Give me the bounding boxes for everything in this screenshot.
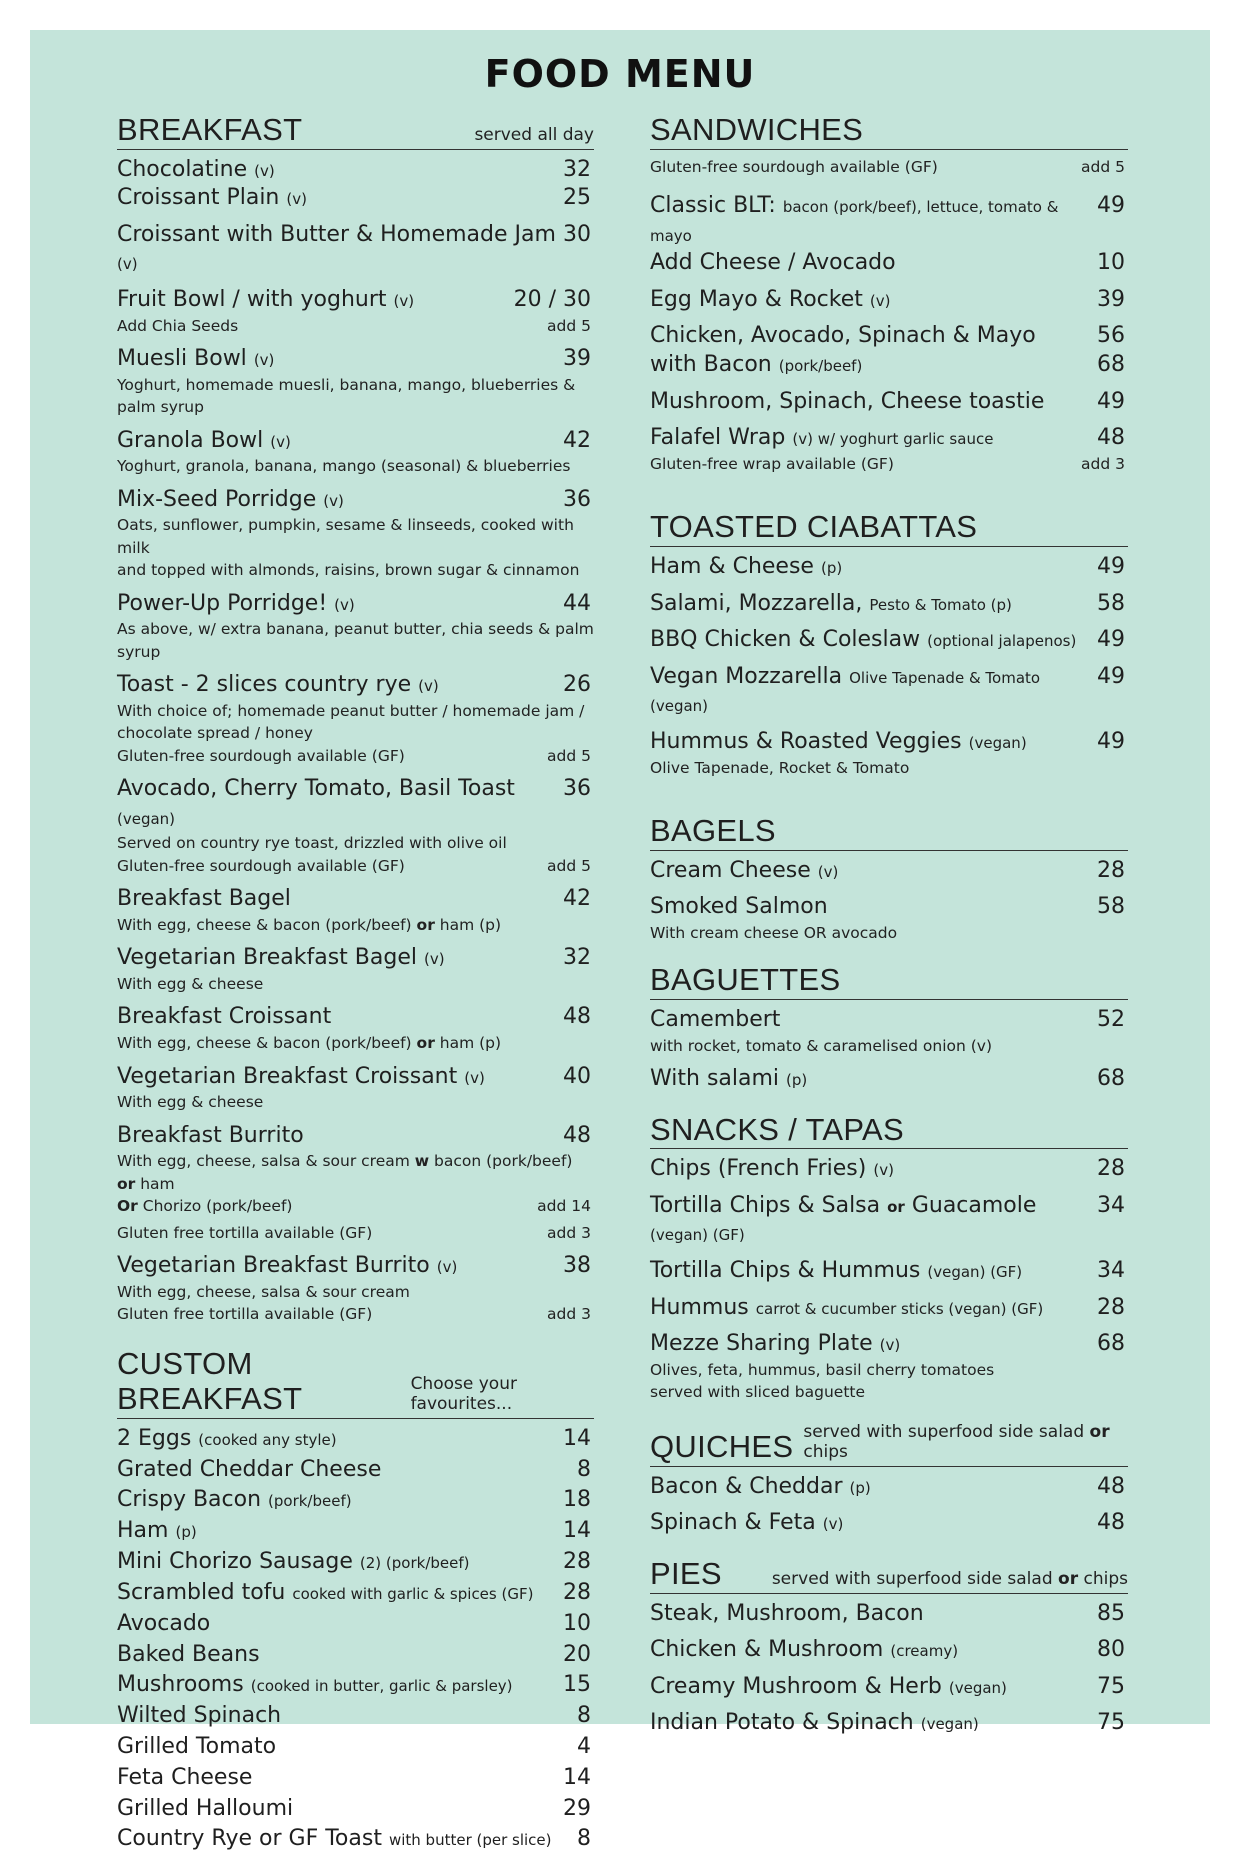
item-line2-price: add 14 xyxy=(537,1197,591,1216)
item-name: Hummus xyxy=(650,1294,749,1320)
item-price: 36 xyxy=(563,776,591,802)
baguettes-list xyxy=(650,1006,1128,1094)
menu-item xyxy=(117,286,594,337)
item-price: 28 xyxy=(563,1579,591,1605)
item-description: With egg, cheese & bacon (pork/beef) or ham (p) xyxy=(117,1034,502,1053)
item-name: Breakfast Croissant xyxy=(117,1004,332,1030)
item-tag: carrot & cucumber sticks (vegan) (GF) xyxy=(755,1299,1044,1318)
item-name: Spinach & Feta xyxy=(650,1510,816,1536)
item-extra-price: add 3 xyxy=(547,1305,591,1324)
menu-item xyxy=(117,486,594,582)
quiches-note: served with superfood side salad or chips xyxy=(803,1421,1110,1462)
item-name: Indian Potato & Spinach xyxy=(650,1710,914,1736)
item-tag: (v) xyxy=(254,161,275,180)
item-name: Mezze Sharing Plate xyxy=(650,1331,873,1357)
item-price: 44 xyxy=(563,590,591,616)
item-description: With egg & cheese xyxy=(117,974,264,993)
menu-item xyxy=(650,1473,1128,1502)
item-name: Breakfast Bagel xyxy=(117,886,291,912)
item-price: 48 xyxy=(563,1122,591,1148)
item-name: Grated Cheddar Cheese xyxy=(117,1456,382,1482)
item-name: Egg Mayo & Rocket xyxy=(650,286,863,312)
menu-item xyxy=(650,728,1128,779)
item-price: 42 xyxy=(563,886,591,912)
pies-note: served with superfood side salad or chips xyxy=(771,1568,1128,1589)
item-name: Chocolatine xyxy=(117,156,248,182)
item-name: Ham & Cheese xyxy=(650,553,814,579)
item-tag: (v) xyxy=(817,862,839,881)
menu-item xyxy=(650,590,1128,619)
item-description: Olive Tapenade, Rocket & Tomato xyxy=(650,758,910,777)
menu-item xyxy=(650,1600,1128,1629)
sandwiches-header xyxy=(650,112,1128,150)
item-sub-name: Add Cheese / Avocado xyxy=(650,250,896,276)
item-tag: (2) (pork/beef) xyxy=(359,1554,470,1573)
menu-item xyxy=(650,192,1128,278)
custom-breakfast-note: Choose your favourites... xyxy=(410,1373,517,1414)
item-name: Country Rye or GF Toast xyxy=(117,1826,382,1852)
snacks-title: SNACKS / TAPAS xyxy=(650,1111,905,1147)
item-extra-price: add 5 xyxy=(547,856,591,875)
item-tag: (v) xyxy=(117,255,138,274)
item-name: Camembert xyxy=(650,1006,781,1032)
item-name: 2 Eggs xyxy=(117,1425,192,1451)
item-price: 28 xyxy=(1097,1156,1125,1182)
item-name: Grilled Tomato xyxy=(117,1733,277,1759)
item-extra: Gluten-free sourdough available (GF) xyxy=(117,746,405,765)
item-extra-price: add 5 xyxy=(547,746,591,765)
item-price: 28 xyxy=(1097,1294,1125,1320)
item-extra-price: add 3 xyxy=(547,1223,591,1242)
item-tag: (cooked in butter, garlic & parsley) xyxy=(250,1677,513,1696)
item-name: Mushrooms xyxy=(117,1672,244,1698)
menu-item xyxy=(117,1063,594,1114)
item-sub-tag: (pork/beef) xyxy=(778,357,863,376)
menu-item xyxy=(117,1548,594,1577)
item-description: Yoghurt, granola, banana, mango (seasonal) & blueberries xyxy=(117,457,571,476)
item-tag: Olive Tapenade & Tomato (vegan) xyxy=(650,668,1041,716)
menu-item xyxy=(117,1579,594,1608)
item-price: 48 xyxy=(563,1004,591,1030)
item-description: Yoghurt, homemade muesli, banana, mango, blueberries & palm syrup xyxy=(117,375,576,417)
pies-list xyxy=(650,1600,1128,1738)
right-column xyxy=(650,112,1128,1746)
menu-item xyxy=(650,626,1128,655)
menu-item xyxy=(117,1825,594,1854)
menu-item xyxy=(650,1709,1128,1738)
menu-item xyxy=(650,1155,1128,1184)
item-name: Granola Bowl xyxy=(117,427,264,453)
item-tag: (p) xyxy=(175,1523,197,1542)
breakfast-title: BREAKFAST xyxy=(117,112,303,147)
menu-item xyxy=(117,1671,594,1700)
item-price: 34 xyxy=(1097,1192,1125,1218)
item-price: 36 xyxy=(563,486,591,512)
item-name: Toast - 2 slices country rye xyxy=(117,672,412,698)
custom-breakfast-title: CUSTOM BREAKFAST xyxy=(117,1345,303,1417)
item-price: 20 xyxy=(563,1641,591,1667)
bagels-list xyxy=(650,857,1128,945)
menu-item xyxy=(650,424,1128,475)
item-name: Classic BLT: xyxy=(650,193,776,219)
baguettes-title: BAGUETTES xyxy=(650,962,841,998)
menu-item xyxy=(650,1330,1128,1404)
item-tag: (v) xyxy=(323,491,344,510)
menu-item xyxy=(117,1517,594,1546)
pies-title: PIES xyxy=(650,1555,722,1591)
menu-item xyxy=(650,857,1128,886)
item-description: With egg, cheese & bacon (pork/beef) or ham (p) xyxy=(117,915,502,934)
item-tag: (v) xyxy=(393,292,415,311)
item-extra: Add Chia Seeds xyxy=(117,316,239,335)
menu-item xyxy=(117,775,594,877)
item-price: 29 xyxy=(563,1795,591,1821)
item-price: 40 xyxy=(563,1063,591,1089)
item-name: Tortilla Chips & Hummus xyxy=(650,1258,921,1284)
item-price: 56 xyxy=(1097,323,1125,349)
menu-item xyxy=(650,1294,1128,1323)
item-tag: (v) xyxy=(286,190,307,209)
pies-header xyxy=(650,1556,1128,1594)
menu-item xyxy=(650,286,1128,315)
item-name: Chicken, Avocado, Spinach & Mayo xyxy=(650,323,1036,349)
item-name: Mushroom, Spinach, Cheese toastie xyxy=(650,388,1045,414)
item-description: With egg, cheese, salsa & sour cream xyxy=(117,1282,410,1301)
item-name: Salami, Mozzarella, xyxy=(650,590,863,616)
item-tag: (p) xyxy=(820,558,843,577)
menu-item xyxy=(117,221,594,278)
item-name: Fruit Bowl / with yoghurt xyxy=(117,287,387,313)
item-name: BBQ Chicken & Coleslaw xyxy=(650,627,921,653)
menu-item xyxy=(117,1456,594,1485)
menu-item xyxy=(117,671,594,767)
item-tag: (pork/beef) xyxy=(268,1492,352,1511)
menu-item xyxy=(117,944,594,995)
item-tag: (v) xyxy=(253,351,275,370)
item-price: 38 xyxy=(563,1253,591,1279)
item-price: 15 xyxy=(563,1672,591,1698)
item-description: Olives, feta, hummus, basil cherry tomatoes xyxy=(650,1360,995,1379)
menu-item xyxy=(650,553,1128,582)
item-description: With choice of; homemade peanut butter / homemade jam / xyxy=(117,701,585,720)
item-price: 80 xyxy=(1097,1637,1125,1663)
quiches-list xyxy=(650,1473,1128,1538)
item-extra: Gluten-free sourdough available (GF) xyxy=(117,856,405,875)
item-tag: (optional jalapenos) xyxy=(927,632,1077,651)
item-name: Baked Beans xyxy=(117,1641,260,1667)
menu-item xyxy=(117,1122,594,1244)
item-name: Vegan Mozzarella xyxy=(650,663,843,689)
item-name: Mix-Seed Porridge xyxy=(117,486,317,512)
ciabattas-list xyxy=(650,553,1128,779)
menu-item xyxy=(650,1673,1128,1702)
item-name: Croissant with Butter & Homemade Jam xyxy=(117,221,556,247)
menu-item xyxy=(117,1486,594,1515)
item-price: 49 xyxy=(1097,627,1125,653)
menu-item xyxy=(117,184,594,213)
gf-note-price: add 5 xyxy=(1081,157,1125,176)
item-name: Breakfast Burrito xyxy=(117,1122,304,1148)
item-name: Crispy Bacon xyxy=(117,1487,262,1513)
item-price: 8 xyxy=(577,1703,591,1729)
menu-item xyxy=(117,1610,594,1639)
item-tag: (v) xyxy=(423,950,445,969)
item-name: Creamy Mushroom & Herb xyxy=(650,1673,942,1699)
menu-item xyxy=(117,1733,594,1762)
baguettes-header xyxy=(650,962,1128,1000)
item-tag: (v) w/ yoghurt garlic sauce xyxy=(792,430,994,449)
item-name: Cream Cheese xyxy=(650,857,811,883)
item-sub-name: with Bacon xyxy=(650,352,772,378)
item-price: 75 xyxy=(1097,1673,1125,1699)
item-price: 8 xyxy=(577,1826,591,1852)
menu-item xyxy=(650,1065,1128,1094)
item-tag: (vegan) xyxy=(920,1715,979,1734)
item-price: 18 xyxy=(563,1487,591,1513)
menu-item xyxy=(117,345,594,419)
item-name: Scrambled tofu xyxy=(117,1579,286,1605)
menu-item xyxy=(117,590,594,664)
item-tag: (v) xyxy=(464,1068,485,1087)
menu-title: FOOD MENU xyxy=(484,52,756,96)
item-name: Avocado, Cherry Tomato, Basil Toast xyxy=(117,776,515,802)
item-name: Mini Chorizo Sausage xyxy=(117,1549,353,1575)
item-tag: (v) xyxy=(822,1515,844,1534)
item-description-2: served with sliced baguette xyxy=(650,1383,866,1402)
item-name: Chips (French Fries) xyxy=(650,1156,867,1182)
ciabattas-title: TOASTED CIABATTAS xyxy=(650,509,978,545)
item-description: With egg, cheese, salsa & sour cream w bacon (pork/beef) or ham xyxy=(117,1152,573,1193)
item-sub-price: 10 xyxy=(1097,250,1125,276)
menu-item xyxy=(650,1509,1128,1538)
item-description: Oats, sunflower, pumpkin, sesame & linseeds, cooked with milk xyxy=(117,516,574,557)
menu-item xyxy=(650,1636,1128,1665)
ciabattas-header xyxy=(650,509,1128,547)
item-price: 4 xyxy=(577,1733,591,1759)
item-tag: (vegan) xyxy=(117,809,176,828)
menu-item xyxy=(117,1764,594,1793)
item-sub-price: 68 xyxy=(1097,352,1125,378)
item-name: Hummus & Roasted Veggies xyxy=(650,728,962,754)
item-tag: (v) xyxy=(418,677,439,696)
item-price: 58 xyxy=(1097,590,1125,616)
item-tag: Pesto & Tomato (p) xyxy=(869,595,1012,614)
item-price: 34 xyxy=(1097,1258,1125,1284)
menu-item xyxy=(650,1257,1128,1286)
item-name: Tortilla Chips & Salsa xyxy=(650,1192,888,1218)
item-price: 32 xyxy=(563,156,591,182)
item-price: 49 xyxy=(1097,193,1125,219)
item-name: Falafel Wrap xyxy=(650,425,786,451)
left-column xyxy=(117,112,594,1856)
item-name: Steak, Mushroom, Bacon xyxy=(650,1600,924,1626)
item-name: Ham xyxy=(117,1518,169,1544)
item-price: 39 xyxy=(1097,286,1125,312)
bagels-title: BAGELS xyxy=(650,813,776,848)
item-price: 28 xyxy=(563,1549,591,1575)
item-name: Power-Up Porridge! xyxy=(117,590,328,616)
item-price: 32 xyxy=(563,945,591,971)
gf-note-row xyxy=(650,156,1128,178)
menu-item xyxy=(650,893,1128,944)
menu-item xyxy=(650,663,1128,720)
item-price: 49 xyxy=(1097,663,1125,689)
menu-item xyxy=(117,1702,594,1731)
quiches-header xyxy=(650,1422,1128,1467)
item-name: With salami xyxy=(650,1066,780,1091)
item-price: 49 xyxy=(1097,728,1125,754)
item-price: 49 xyxy=(1097,388,1125,414)
custom-breakfast-list xyxy=(117,1425,594,1854)
menu-item xyxy=(117,1425,594,1454)
breakfast-header xyxy=(117,112,594,150)
item-price: 14 xyxy=(563,1518,591,1544)
item-tag: (vegan) xyxy=(948,1678,1007,1697)
item-extra-price: add 5 xyxy=(547,316,591,335)
item-tag: (vegan) (GF) xyxy=(650,1226,745,1245)
item-price: 48 xyxy=(1097,1473,1125,1499)
item-description: with rocket, tomato & caramelised onion (v) xyxy=(650,1036,993,1055)
item-price: 52 xyxy=(1097,1006,1125,1032)
item-tag: bacon (pork/beef), lettuce, tomato & mayo xyxy=(650,198,1059,245)
item-tag: (v) xyxy=(436,1258,458,1277)
item-description: Served on country rye toast, drizzled with olive oil xyxy=(117,834,507,853)
item-description: With cream cheese OR avocado xyxy=(650,923,898,942)
menu-item xyxy=(117,427,594,478)
item-price: 20 / 30 xyxy=(513,287,591,313)
item-tag: (p) xyxy=(849,1478,871,1497)
item-name: Vegetarian Breakfast Bagel xyxy=(117,945,417,971)
item-name: Feta Cheese xyxy=(117,1764,253,1790)
item-name: Vegetarian Breakfast Croissant xyxy=(117,1063,458,1089)
quiches-title: QUICHES xyxy=(650,1429,794,1465)
item-price: 58 xyxy=(1097,894,1125,920)
item-tag: (cooked any style) xyxy=(198,1430,337,1449)
menu-item xyxy=(117,885,594,936)
item-description-2: chocolate spread / honey xyxy=(117,724,313,743)
item-price: 8 xyxy=(577,1456,591,1482)
breakfast-note: served all day xyxy=(474,124,594,145)
menu-item xyxy=(650,388,1128,417)
gf-note: Gluten-free sourdough available (GF) xyxy=(650,157,938,176)
item-tag: (p) xyxy=(786,1071,808,1089)
menu-item xyxy=(650,1006,1128,1057)
item-price: 10 xyxy=(563,1610,591,1636)
item-name: Bacon & Cheddar xyxy=(650,1473,843,1499)
item-tag: (v) xyxy=(879,1336,901,1355)
item-tag: cooked with garlic & spices (GF) xyxy=(292,1584,534,1603)
item-name: Smoked Salmon xyxy=(650,894,828,920)
item-tag: (v) xyxy=(270,432,291,451)
item-extra: Gluten free tortilla available (GF) xyxy=(117,1305,373,1324)
item-name: Grilled Halloumi xyxy=(117,1795,294,1821)
item-name: Croissant Plain xyxy=(117,185,280,211)
menu-item xyxy=(117,1003,594,1054)
item-name: Wilted Spinach xyxy=(117,1703,282,1729)
item-name: Muesli Bowl xyxy=(117,346,247,372)
menu-item xyxy=(117,1641,594,1670)
menu-item xyxy=(117,1795,594,1824)
item-price: 68 xyxy=(1097,1331,1125,1357)
item-description: As above, w/ extra banana, peanut butter, chia seeds & palm syrup xyxy=(117,620,594,661)
item-extra: Gluten free tortilla available (GF) xyxy=(117,1223,373,1242)
item-tag: (v) xyxy=(869,291,891,310)
item-price: 48 xyxy=(1097,1510,1125,1536)
item-tag: (vegan) (GF) xyxy=(927,1263,1023,1282)
item-name: Avocado xyxy=(117,1610,211,1636)
item-tag: (vegan) xyxy=(968,733,1027,752)
item-extra-price: add 3 xyxy=(1081,454,1125,473)
snacks-header xyxy=(650,1112,1128,1150)
item-price: 26 xyxy=(563,672,591,698)
custom-breakfast-header xyxy=(117,1346,594,1419)
item-tag: with butter (per slice) xyxy=(388,1831,552,1850)
item-description-2: and topped with almonds, raisins, brown sugar & cinnamon xyxy=(117,561,580,580)
item-tag: (v) xyxy=(334,595,355,614)
item-extra: Gluten-free wrap available (GF) xyxy=(650,454,894,473)
item-description-2: Or Chorizo (pork/beef) xyxy=(117,1197,293,1216)
menu-item xyxy=(650,322,1128,379)
item-price: 48 xyxy=(1097,425,1125,451)
item-price: 14 xyxy=(563,1764,591,1790)
menu-item xyxy=(117,1252,594,1326)
menu-item: Tortilla Chips & Salsa or Guacamole (vegan) (GF) 34 xyxy=(650,1192,1128,1249)
item-name: Vegetarian Breakfast Burrito xyxy=(117,1253,430,1279)
item-tag: (creamy) xyxy=(890,1642,959,1661)
item-price: 75 xyxy=(1097,1710,1125,1736)
item-price: 14 xyxy=(563,1425,591,1451)
item-price: 42 xyxy=(563,427,591,453)
item-description: With egg & cheese xyxy=(117,1093,264,1112)
item-price: 30 xyxy=(563,221,591,247)
item-price: 85 xyxy=(1097,1600,1125,1626)
menu-item xyxy=(117,156,594,185)
item-price: 39 xyxy=(563,346,591,372)
item-price: 28 xyxy=(1097,857,1125,883)
item-tag: (v) xyxy=(873,1161,894,1180)
item-name: Chicken & Mushroom xyxy=(650,1637,884,1663)
item-price: 68 xyxy=(1097,1066,1125,1091)
menu-panel xyxy=(30,30,1210,1852)
item-price: 25 xyxy=(563,185,591,211)
bagels-header xyxy=(650,813,1128,851)
item-price: 49 xyxy=(1097,553,1125,579)
sandwiches-title: SANDWICHES xyxy=(650,112,864,147)
